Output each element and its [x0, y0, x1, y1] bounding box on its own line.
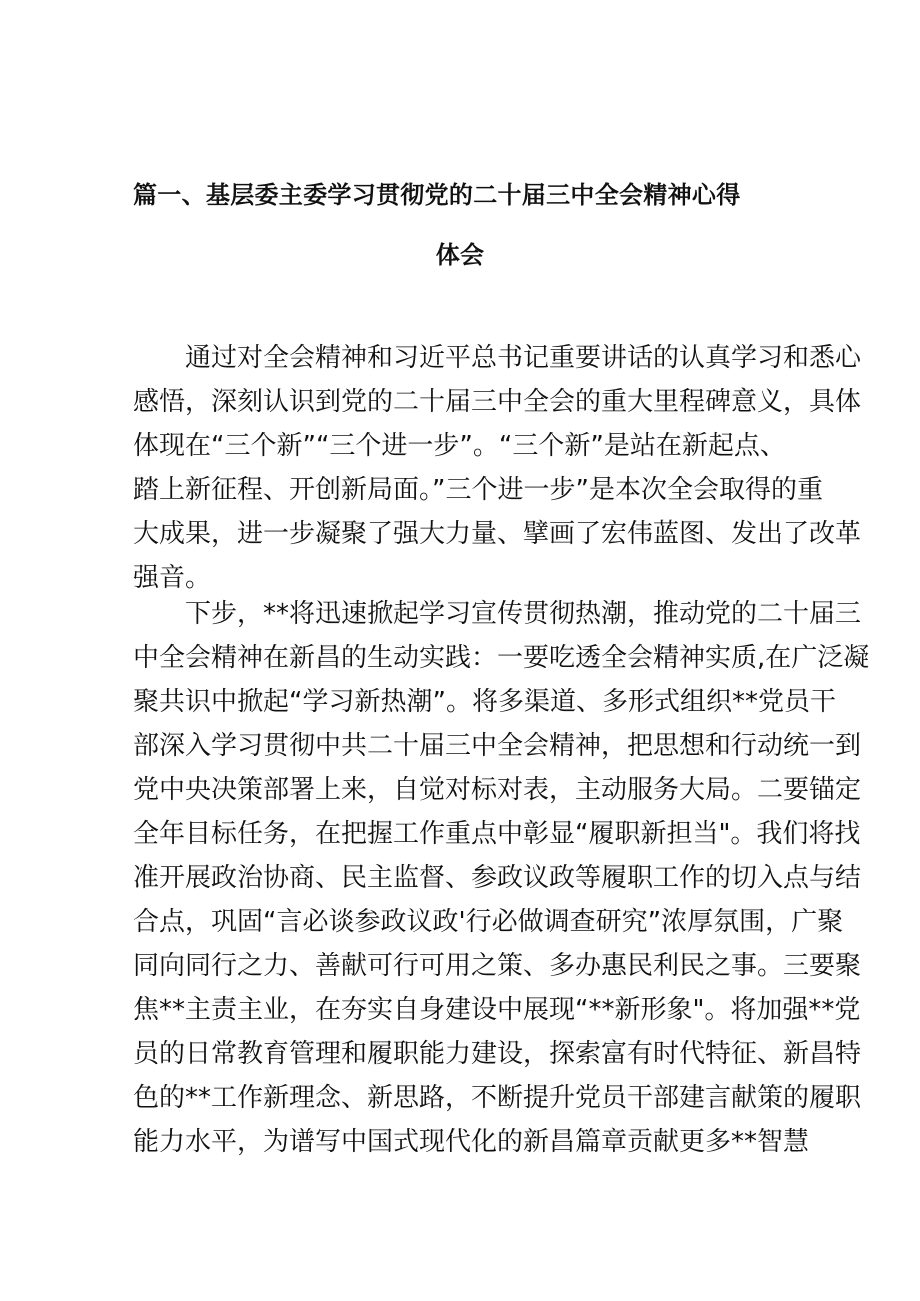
document-title-line-1: 篇一、基层委主委学习贯彻党的二十届三中全会精神心得: [133, 181, 741, 209]
paragraph-line: 全年目标任务，在把握工作重点中彰显“履职新担当"。我们将找: [133, 819, 861, 849]
paragraph-line: 能力水平，为谱写中国式现代化的新昌篇章贡献更多**智慧: [133, 1127, 810, 1157]
paragraph-line: 中全会精神在新昌的生动实践：一要吃透全会精神实质,在广泛凝: [133, 643, 870, 673]
paragraph-line: 党中央决策部署上来，自觉对标对表，主动服务大局。二要锚定: [133, 775, 862, 805]
paragraph-line: 色的**工作新理念、新思路，不断提升党员干部建言献策的履职: [133, 1083, 862, 1113]
document-title-line-2: 体会: [435, 241, 485, 269]
paragraph-2: [133, 592, 870, 1164]
paragraph-line: 同向同行之力、善献可行可用之策、多办惠民利民之事。三要聚: [133, 951, 862, 981]
paragraph-line: 体现在“三个新”“三个进一步”。“三个新”是站在新起点、: [133, 431, 786, 461]
paragraph-line: 聚共识中掀起“学习新热潮”。将多渠道、多形式组织**党员干: [133, 687, 836, 717]
paragraph-line: 员的日常教育管理和履职能力建设，探索富有时代特征、新昌特: [133, 1039, 862, 1069]
paragraph-line: 大成果，进一步凝聚了强大力量、擘画了宏伟蓝图、发出了改革: [133, 519, 862, 549]
paragraph-line: 通过对全会精神和习近平总书记重要讲话的认真学习和悉心: [185, 343, 862, 373]
paragraph-line: 部深入学习贯彻中共二十届三中全会精神，把思想和行动统一到: [133, 731, 862, 761]
paragraph-1: [133, 336, 862, 600]
paragraph-line: 强音。: [133, 563, 212, 593]
paragraph-line: 踏上新征程、开创新局面。”三个进一步”是本次全会取得的重: [133, 475, 823, 505]
paragraph-line: 下步，**将迅速掀起学习宣传贯彻热潮，推动党的二十届三: [185, 599, 862, 629]
paragraph-line: 准开展政治协商、民主监督、参政议政等履职工作的切入点与结: [133, 863, 862, 893]
paragraph-line: 合点，巩固“言必谈参政议政'行必做调查研究”浓厚氛围，广聚: [133, 907, 844, 937]
paragraph-line: 焦**主责主业，在夯实自身建设中展现“**新形象"。将加强**党: [133, 995, 861, 1025]
paragraph-line: 感悟，深刻认识到党的二十届三中全会的重大里程碑意义，具体: [133, 387, 862, 417]
